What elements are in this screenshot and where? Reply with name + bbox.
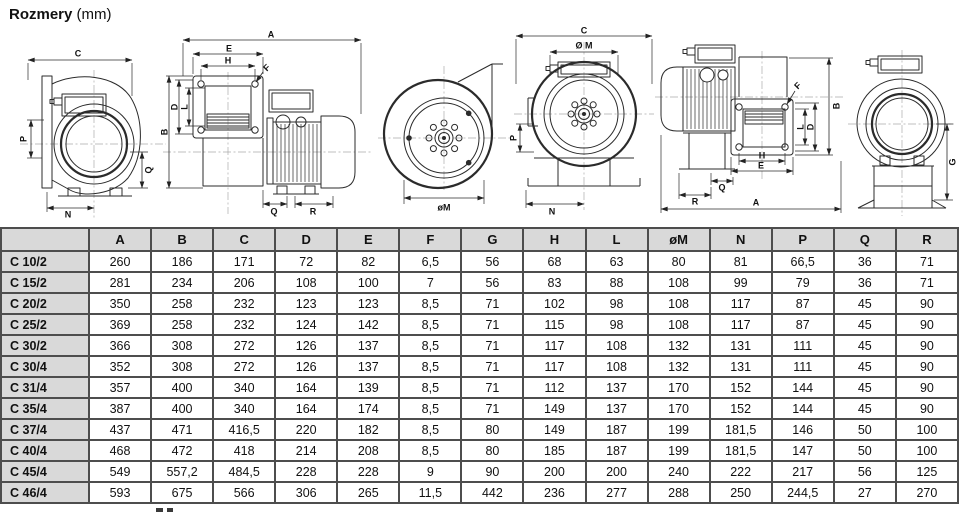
dimension-cell: 187 [586,419,648,440]
dimension-cell: 132 [648,356,710,377]
dimension-cell: 100 [896,419,958,440]
dimension-cell: 71 [461,377,523,398]
dimension-cell: 108 [275,272,337,293]
dimension-cell: 87 [772,314,834,335]
dimension-cell: 400 [151,377,213,398]
dimension-cell: 6,5 [399,251,461,272]
dimension-cell: 8,5 [399,398,461,419]
dimension-cell: 8,5 [399,293,461,314]
row-label: C 30/4 [1,356,89,377]
dimension-cell: 416,5 [213,419,275,440]
dimension-cell: 126 [275,335,337,356]
dimension-cell: 340 [213,398,275,419]
dimension-cell: 164 [275,377,337,398]
dimension-cell: 68 [523,251,585,272]
page-title [9,6,112,23]
col-header-E: E [337,228,399,251]
dimension-cell: 66,5 [772,251,834,272]
dimension-cell: 111 [772,335,834,356]
dimension-cell: 418 [213,440,275,461]
dim-label-a: A [752,197,760,208]
dimension-cell: 200 [586,461,648,482]
dimension-cell: 366 [89,335,151,356]
table-row [1,335,958,356]
dimension-cell: 369 [89,314,151,335]
dim-label-n: N [64,209,72,220]
dimension-cell: 108 [648,272,710,293]
dimension-cell: 352 [89,356,151,377]
dim-label-b: B [159,128,170,136]
dimension-cell: 484,5 [213,461,275,482]
dimension-cell: 258 [151,314,213,335]
dimension-cell: 442 [461,482,523,503]
dimension-cell: 56 [461,251,523,272]
dimension-cell: 206 [213,272,275,293]
dim-label-b: B [831,102,842,110]
dim-label-f: F [261,62,273,74]
dimension-cell: 11,5 [399,482,461,503]
dim-label-n: N [548,206,556,217]
fan-rear-view-linework [372,38,518,220]
dimension-cell: 100 [337,272,399,293]
dimensions-table [0,227,959,504]
dimension-cell: 8,5 [399,356,461,377]
dimension-cell: 272 [213,356,275,377]
dimension-cell: 437 [89,419,151,440]
dimension-cell: 80 [461,419,523,440]
dimension-cell: 88 [586,272,648,293]
col-header-H: H [523,228,585,251]
dimension-cell: 45 [834,335,896,356]
dimension-cell: 387 [89,398,151,419]
row-label: C 20/2 [1,293,89,314]
table-row [1,356,958,377]
dimension-cell: 185 [523,440,585,461]
dimension-cell: 80 [461,440,523,461]
dimension-cell: 45 [834,314,896,335]
dimension-cell: 232 [213,314,275,335]
dim-label-l: L [179,104,190,110]
dimension-cell: 139 [337,377,399,398]
col-header-D: D [275,228,337,251]
dimension-cell: 357 [89,377,151,398]
col-header-B: B [151,228,213,251]
dimension-cell: 7 [399,272,461,293]
fan-side-view-linework [18,40,168,222]
dimension-cell: 117 [523,356,585,377]
dim-label-g: G [947,158,958,166]
col-header-L: L [586,228,648,251]
table-row [1,377,958,398]
dimension-cell: 400 [151,398,213,419]
dimension-cell: 112 [523,377,585,398]
dimension-cell: 228 [275,461,337,482]
dimension-cell: 240 [648,461,710,482]
dimension-cell: 102 [523,293,585,314]
dimension-cell: 79 [772,272,834,293]
dimension-cell: 170 [648,398,710,419]
dimension-cell: 45 [834,293,896,314]
fan-front-view-linework [510,24,660,222]
dimension-cell: 56 [461,272,523,293]
dimension-cell: 108 [648,314,710,335]
dimensions-table-wrap [0,227,959,504]
dim-label-q: Q [270,206,278,217]
dimension-cell: 288 [648,482,710,503]
row-label: C 25/2 [1,314,89,335]
dimension-cell: 270 [896,482,958,503]
fan-front-view-drawing [510,24,660,222]
dimension-cell: 234 [151,272,213,293]
dimension-cell: 117 [710,314,772,335]
dimension-cell: 108 [586,356,648,377]
dim-label-e: E [757,160,765,171]
dimension-cell: 199 [648,419,710,440]
dimension-cell: 82 [337,251,399,272]
cropped-footnote-fragment [156,507,180,512]
table-row [1,419,958,440]
table-row [1,482,958,503]
dimension-cell: 258 [151,293,213,314]
row-label: C 15/2 [1,272,89,293]
dimension-cell: 137 [586,398,648,419]
dimension-cell: 149 [523,398,585,419]
table-row [1,461,958,482]
table-row [1,440,958,461]
dimension-cell: 137 [337,356,399,377]
dimension-cell: 340 [213,377,275,398]
dimension-cell: 174 [337,398,399,419]
dimension-cell: 90 [461,461,523,482]
dimension-cell: 675 [151,482,213,503]
dimension-cell: 98 [586,293,648,314]
dimension-cell: 308 [151,335,213,356]
dimension-cell: 147 [772,440,834,461]
dimension-cell: 566 [213,482,275,503]
dimension-cell: 236 [523,482,585,503]
dimension-cell: 260 [89,251,151,272]
row-label: C 31/4 [1,377,89,398]
dimension-cell: 350 [89,293,151,314]
dimension-cell: 27 [834,482,896,503]
dim-label-q: Q [718,182,726,193]
dimension-cell: 146 [772,419,834,440]
dimension-cell: 117 [523,335,585,356]
dimension-cell: 83 [523,272,585,293]
row-label: C 37/4 [1,419,89,440]
dimension-cell: 50 [834,419,896,440]
dimension-cell: 182 [337,419,399,440]
dim-label-q: Q [143,166,154,174]
fan-inlet-view-drawing [846,44,958,220]
dim-label-om: Ø M [575,40,593,51]
dimension-cell: 181,5 [710,440,772,461]
dimension-cell: 472 [151,440,213,461]
dim-label-c: C [580,25,588,36]
dimension-cell: 549 [89,461,151,482]
dimension-cell: 217 [772,461,834,482]
col-header-P: P [772,228,834,251]
col-header-Q: Q [834,228,896,251]
row-label: C 10/2 [1,251,89,272]
dim-label-f: F [792,80,804,92]
dimension-cell: 100 [896,440,958,461]
dimension-cell: 123 [275,293,337,314]
dimension-cell: 593 [89,482,151,503]
dimension-cell: 36 [834,251,896,272]
dimension-cell: 45 [834,356,896,377]
dimension-cell: 272 [213,335,275,356]
dim-label-r: R [309,206,317,217]
dimension-cell: 244,5 [772,482,834,503]
dimension-cell: 250 [710,482,772,503]
dimension-cell: 144 [772,398,834,419]
dimension-cell: 90 [896,293,958,314]
dimension-cell: 199 [648,440,710,461]
dimension-cell: 152 [710,398,772,419]
dimension-cell: 187 [586,440,648,461]
dimension-cell: 80 [648,251,710,272]
dimension-cell: 186 [151,251,213,272]
dim-label-c: C [74,48,82,59]
dimension-cell: 228 [337,461,399,482]
dimension-cell: 557,2 [151,461,213,482]
dimension-cell: 90 [896,335,958,356]
dimension-cell: 87 [772,293,834,314]
dimension-cell: 111 [772,356,834,377]
dimension-cell: 71 [461,335,523,356]
dimension-cell: 81 [710,251,772,272]
dimension-cell: 8,5 [399,377,461,398]
fan-rear-view-drawing [372,38,518,220]
dim-label-e: E [225,43,233,54]
col-header-R: R [896,228,958,251]
row-label: C 46/4 [1,482,89,503]
dimension-cell: 8,5 [399,314,461,335]
dim-label-r: R [691,196,699,207]
dimension-cell: 181,5 [710,419,772,440]
dimension-cell: 90 [896,377,958,398]
fan-top-view-motor-left-drawing [653,33,849,223]
row-label: C 45/4 [1,461,89,482]
dimension-cell: 125 [896,461,958,482]
dim-label-a: A [267,29,275,40]
table-row [1,293,958,314]
dim-label-om: øM [437,202,451,213]
dimension-cell: 142 [337,314,399,335]
fan-side-view-drawing [18,40,168,222]
table-row [1,314,958,335]
dimension-cell: 171 [213,251,275,272]
col-header-øM: øM [648,228,710,251]
dimension-cell: 170 [648,377,710,398]
dimension-cell: 220 [275,419,337,440]
dimension-cell: 36 [834,272,896,293]
col-header-C: C [213,228,275,251]
dimension-cell: 149 [523,419,585,440]
dimension-cell: 45 [834,398,896,419]
dimension-cell: 471 [151,419,213,440]
dimension-cell: 8,5 [399,335,461,356]
dimension-cell: 71 [461,314,523,335]
dimension-cell: 164 [275,398,337,419]
table-row [1,398,958,419]
dimension-cell: 214 [275,440,337,461]
table-row [1,272,958,293]
dimension-cell: 72 [275,251,337,272]
dimension-cell: 50 [834,440,896,461]
col-header-G: G [461,228,523,251]
col-header-N: N [710,228,772,251]
col-header-F: F [399,228,461,251]
dimension-cell: 132 [648,335,710,356]
dimension-cell: 126 [275,356,337,377]
col-header-empty [1,228,89,251]
dimension-cell: 265 [337,482,399,503]
title-unit: (mm) [76,6,112,23]
dimension-cell: 144 [772,377,834,398]
row-label: C 35/4 [1,398,89,419]
dimension-cell: 308 [151,356,213,377]
dim-label-p: P [508,134,519,142]
dimension-cell: 222 [710,461,772,482]
fan-top-view-right-linework [159,28,373,224]
dimension-cell: 45 [834,377,896,398]
dimension-cell: 108 [648,293,710,314]
dimension-cell: 90 [896,398,958,419]
dimension-cell: 71 [896,251,958,272]
dimension-cell: 137 [586,377,648,398]
dimension-cell: 71 [896,272,958,293]
dimension-cell: 9 [399,461,461,482]
table-header-row [1,228,958,251]
dimension-cell: 71 [461,293,523,314]
dimension-cell: 8,5 [399,440,461,461]
dimension-cell: 63 [586,251,648,272]
dimension-cell: 90 [896,356,958,377]
dimension-cell: 123 [337,293,399,314]
dimension-cell: 115 [523,314,585,335]
row-label: C 30/2 [1,335,89,356]
dim-label-d: D [805,123,816,131]
dimension-cell: 108 [586,335,648,356]
dimension-cell: 200 [523,461,585,482]
dimension-cell: 131 [710,356,772,377]
dim-label-h: H [224,55,232,66]
dimension-cell: 71 [461,356,523,377]
dimension-cell: 208 [337,440,399,461]
col-header-A: A [89,228,151,251]
dimension-cell: 99 [710,272,772,293]
dimension-cell: 90 [896,314,958,335]
row-label: C 40/4 [1,440,89,461]
dimension-cell: 152 [710,377,772,398]
dimension-cell: 117 [710,293,772,314]
dimension-cell: 131 [710,335,772,356]
dim-label-p: P [18,135,29,143]
dim-label-h: H [758,150,766,161]
dimension-cell: 468 [89,440,151,461]
title-text: Rozmery [9,6,73,23]
dimension-cell: 124 [275,314,337,335]
dimension-cell: 71 [461,398,523,419]
fan-top-view-motor-right-drawing [159,28,373,224]
dimension-cell: 56 [834,461,896,482]
dimension-cell: 137 [337,335,399,356]
dimension-cell: 281 [89,272,151,293]
dimension-cell: 98 [586,314,648,335]
table-row [1,251,958,272]
dimension-cell: 277 [586,482,648,503]
fan-inlet-view-linework [846,44,958,220]
dim-label-l: L [795,124,806,130]
dimension-cell: 306 [275,482,337,503]
dim-label-d: D [169,103,180,111]
dimension-cell: 232 [213,293,275,314]
fan-top-view-left-linework [653,33,849,223]
dimension-cell: 8,5 [399,419,461,440]
